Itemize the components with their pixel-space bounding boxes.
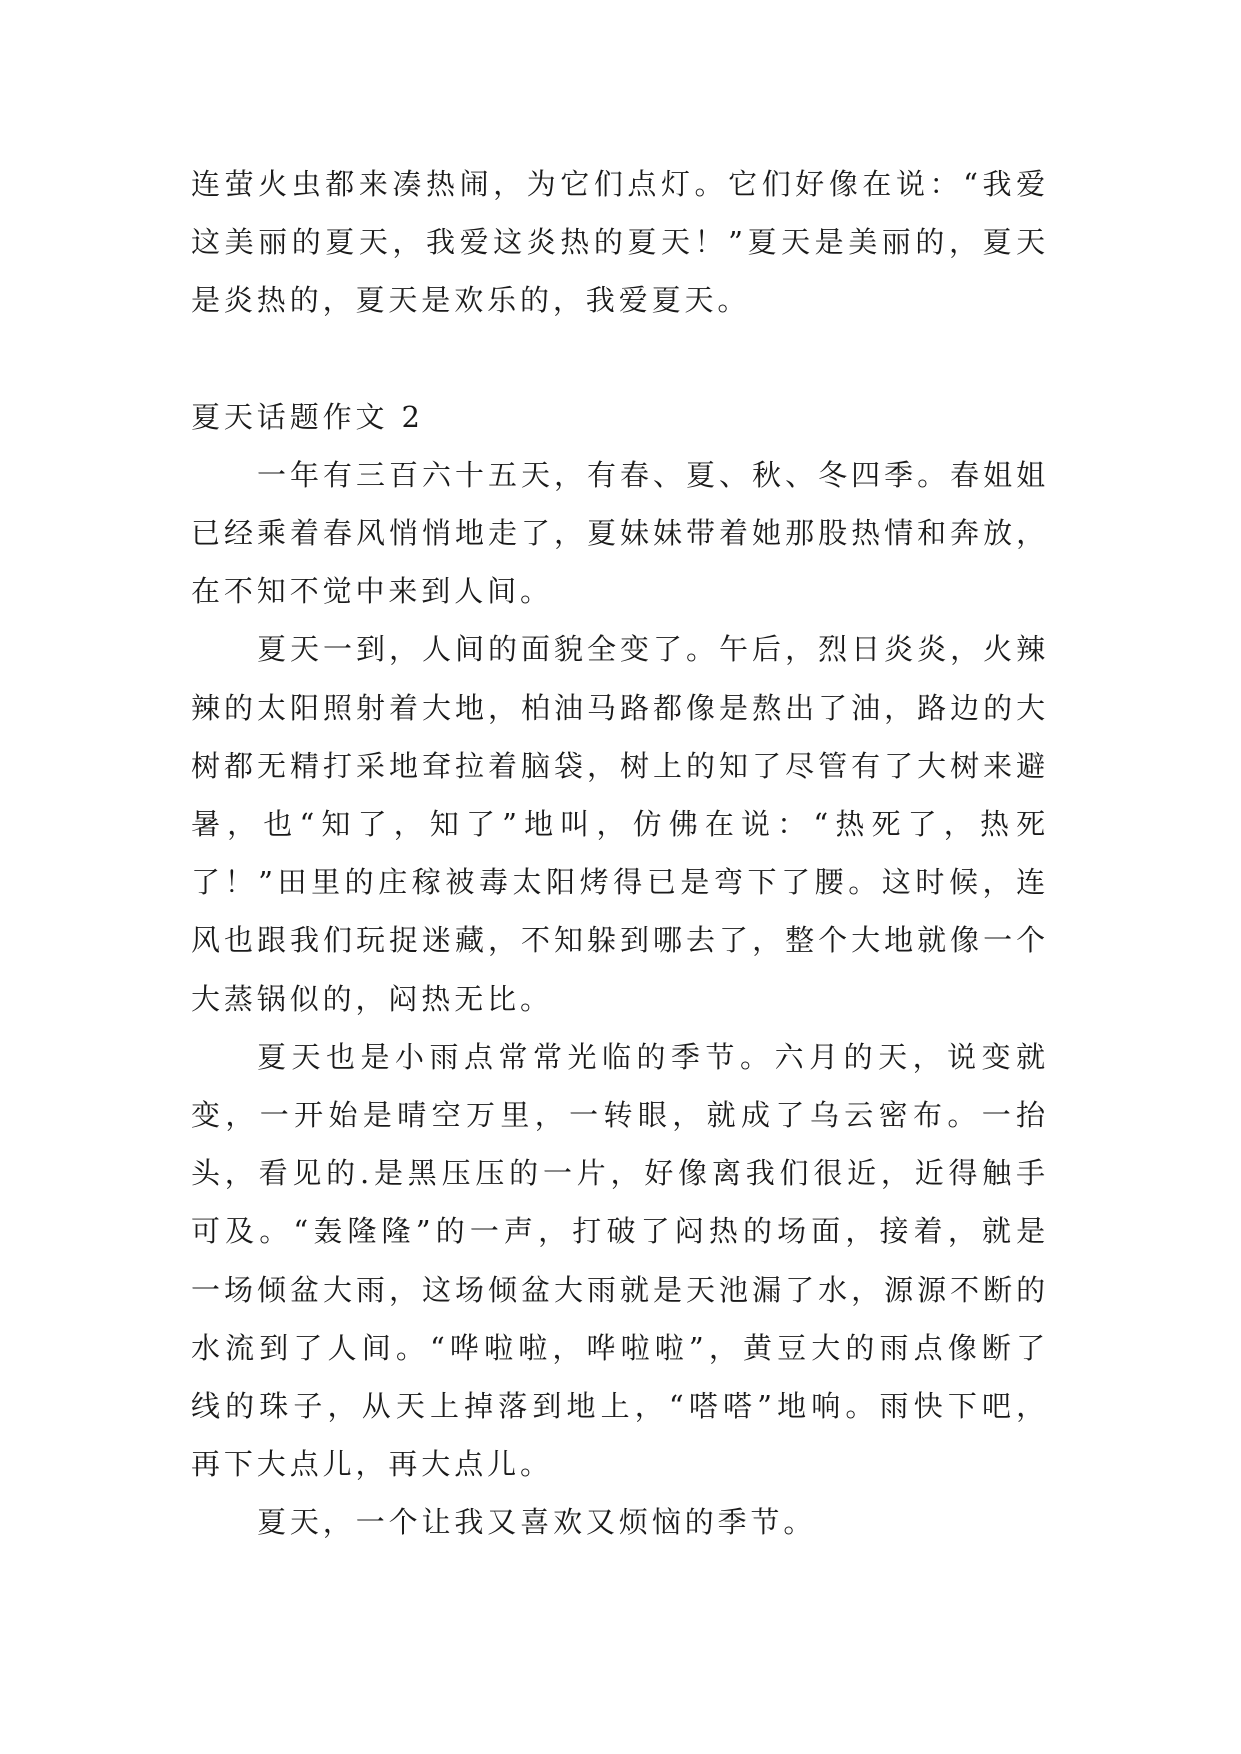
body-paragraph-2: 夏天一到，人间的面貌全变了。午后，烈日炎炎，火辣辣的太阳照射着大地，柏油马路都像是熬出了油，路边的大树都无精打采地耷拉着脑袋，树上的知了尽管有了大树来避暑，也“知了，知了”地叫，仿佛在说：“热死了，热死了！”田里的庄稼被毒太阳烤得已是弯下了腰。这时候，连风也跟我们玩捉迷藏，不知躲到哪去了，整个大地就像一个大蒸锅似的，闷热无比。 (191, 632, 1049, 1016)
paragraph-gap (191, 330, 1049, 388)
document-page (191, 155, 1049, 1552)
body-paragraph-4: 夏天，一个让我又喜欢又烦恼的季节。 (257, 1505, 817, 1540)
section-title: 夏天话题作文 2 (191, 399, 424, 434)
body-paragraph-3: 夏天也是小雨点常常光临的季节。六月的天，说变就变，一开始是晴空万里，一转眼，就成了乌云密布。一抬头，看见的.是黑压压的一片，好像离我们很近，近得触手可及。“轰隆隆”的一声，打破了闷热的场面，接着，就是一场倾盆大雨，这场倾盆大雨就是天池漏了水，源源不断的水流到了人间。“哗啦啦，哗啦啦”，黄豆大的雨点像断了线的珠子，从天上掉落到地上，“嗒嗒”地响。雨快下吧，再下大点儿，再大点儿。 (191, 1039, 1049, 1482)
intro-paragraph: 连萤火虫都来凑热闹，为它们点灯。它们好像在说：“我爱这美丽的夏天，我爱这炎热的夏天！”夏天是美丽的，夏天是炎热的，夏天是欢乐的，我爱夏天。 (191, 167, 1049, 318)
body-paragraph-1: 一年有三百六十五天，有春、夏、秋、冬四季。春姐姐已经乘着春风悄悄地走了，夏妹妹带着她那股热情和奔放，在不知不觉中来到人间。 (191, 457, 1049, 609)
